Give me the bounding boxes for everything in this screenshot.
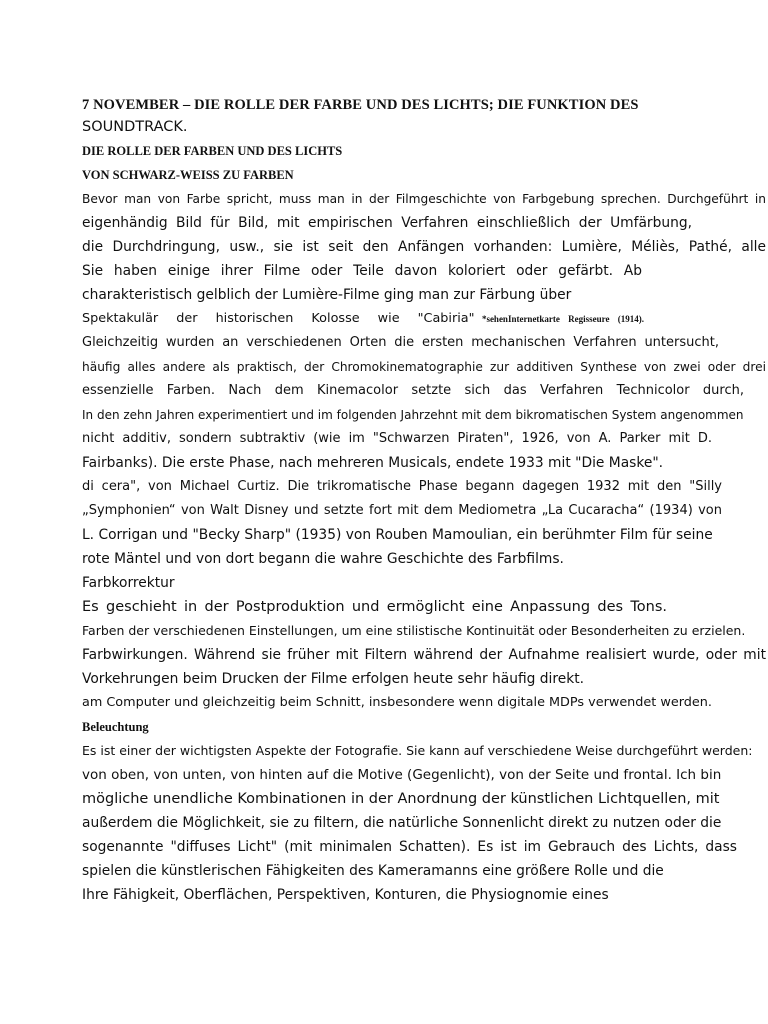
paragraph-line: von oben, von unten, von hinten auf die Motive (Gegenlicht), von der Seite und frontal. Ich bin	[82, 767, 722, 783]
paragraph-line: Farben der verschiedenen Einstellungen, um eine stilistische Kontinuität oder Besonderheiten zu erzielen.	[82, 623, 746, 638]
document-body	[82, 95, 766, 907]
paragraph-line: L. Corrigan und "Becky Sharp" (1935) von Rouben Mamoulian, ein berühmter Film für seine	[82, 527, 713, 543]
paragraph-line: am Computer und gleichzeitig beim Schnitt, insbesondere wenn digitale MDPs verwendet werden.	[82, 695, 712, 710]
section-subheading: VON SCHWARZ-WEISS ZU FARBEN	[82, 168, 294, 182]
paragraph-line: außerdem die Möglichkeit, sie zu filtern, die natürliche Sonnenlicht direkt zu nutzen oder die	[82, 815, 722, 831]
subsection-heading: Farbkorrektur	[82, 575, 175, 591]
paragraph-line: Es geschieht in der Postproduktion und ermöglicht eine Anpassung des Tons.	[82, 599, 667, 615]
paragraph-line: Gleichzeitig wurden an verschiedenen Orten die ersten mechanischen Verfahren untersucht,	[82, 335, 719, 350]
paragraph-line: rote Mäntel und von dort begann die wahre Geschichte des Farbfilms.	[82, 551, 564, 567]
paragraph-line	[82, 307, 644, 331]
paragraph-line: Bevor man von Farbe spricht, muss man in der Filmgeschichte von Farbgebung sprechen. Durchgeführt in	[82, 192, 766, 206]
paragraph-line: Fairbanks). Die erste Phase, nach mehreren Musicals, endete 1933 mit "Die Maske".	[82, 455, 664, 471]
footnote-reference: *sehenInternetkarte Regisseure (1914).	[481, 314, 644, 324]
section-heading: DIE ROLLE DER FARBEN UND DES LICHTS	[82, 144, 343, 158]
paragraph-line: „Symphonien“ von Walt Disney und setzte fort mit dem Mediometra „La Cucaracha“ (1934) von	[82, 503, 722, 518]
paragraph-line: nicht additiv, sondern subtraktiv (wie im "Schwarzen Piraten", 1926, von A. Parker mit D.	[82, 431, 712, 446]
paragraph-line: eigenhändig Bild für Bild, mit empirischen Verfahren einschließlich der Umfärbung,	[82, 215, 692, 231]
paragraph-line: mögliche unendliche Kombinationen in der Anordnung der künstlichen Lichtquellen, mit	[82, 791, 720, 807]
subsection-heading: Beleuchtung	[82, 720, 149, 734]
paragraph-line: Es ist einer der wichtigsten Aspekte der Fotografie. Sie kann auf verschiedene Weise durchgeführt werden:	[82, 743, 753, 758]
paragraph-line: häufig alles andere als praktisch, der Chromokinematographie zur additiven Synthese von zwei oder drei	[82, 360, 766, 374]
paragraph-line: Ihre Fähigkeit, Oberflächen, Perspektiven, Konturen, die Physiognomie eines	[82, 887, 609, 903]
page-title-continued: SOUNDTRACK.	[82, 119, 188, 135]
paragraph-line: essenzielle Farben. Nach dem Kinemacolor setzte sich das Verfahren Technicolor durch,	[82, 383, 744, 398]
paragraph-line: sogenannte "diffuses Licht" (mit minimalen Schatten). Es ist im Gebrauch des Lichts, dass	[82, 839, 737, 855]
paragraph-line: Sie haben einige ihrer Filme oder Teile davon koloriert oder gefärbt. Ab	[82, 263, 642, 279]
paragraph-line: In den zehn Jahren experimentiert und im folgenden Jahrzehnt mit dem bikromatischen System angenommen	[82, 408, 744, 422]
page-title: 7 NOVEMBER – DIE ROLLE DER FARBE UND DES LICHTS; DIE FUNKTION DES	[82, 97, 639, 113]
paragraph-line: Vorkehrungen beim Drucken der Filme erfolgen heute sehr häufig direkt.	[82, 671, 585, 687]
paragraph-line: Farbwirkungen. Während sie früher mit Filtern während der Aufnahme realisiert wurde, oder mit	[82, 647, 766, 663]
paragraph-line: di cera", von Michael Curtiz. Die trikromatische Phase begann dagegen 1932 mit den "Silly	[82, 479, 722, 494]
cabiria-line: Spektakulär der historischen Kolosse wie "Cabiria"	[82, 311, 475, 326]
paragraph-line: charakteristisch gelblich der Lumière-Filme ging man zur Färbung über	[82, 287, 572, 303]
paragraph-line: die Durchdringung, usw., sie ist seit den Anfängen vorhanden: Lumière, Méliès, Pathé, alle	[82, 239, 766, 255]
paragraph-line: spielen die künstlerischen Fähigkeiten des Kameramanns eine größere Rolle und die	[82, 863, 664, 879]
